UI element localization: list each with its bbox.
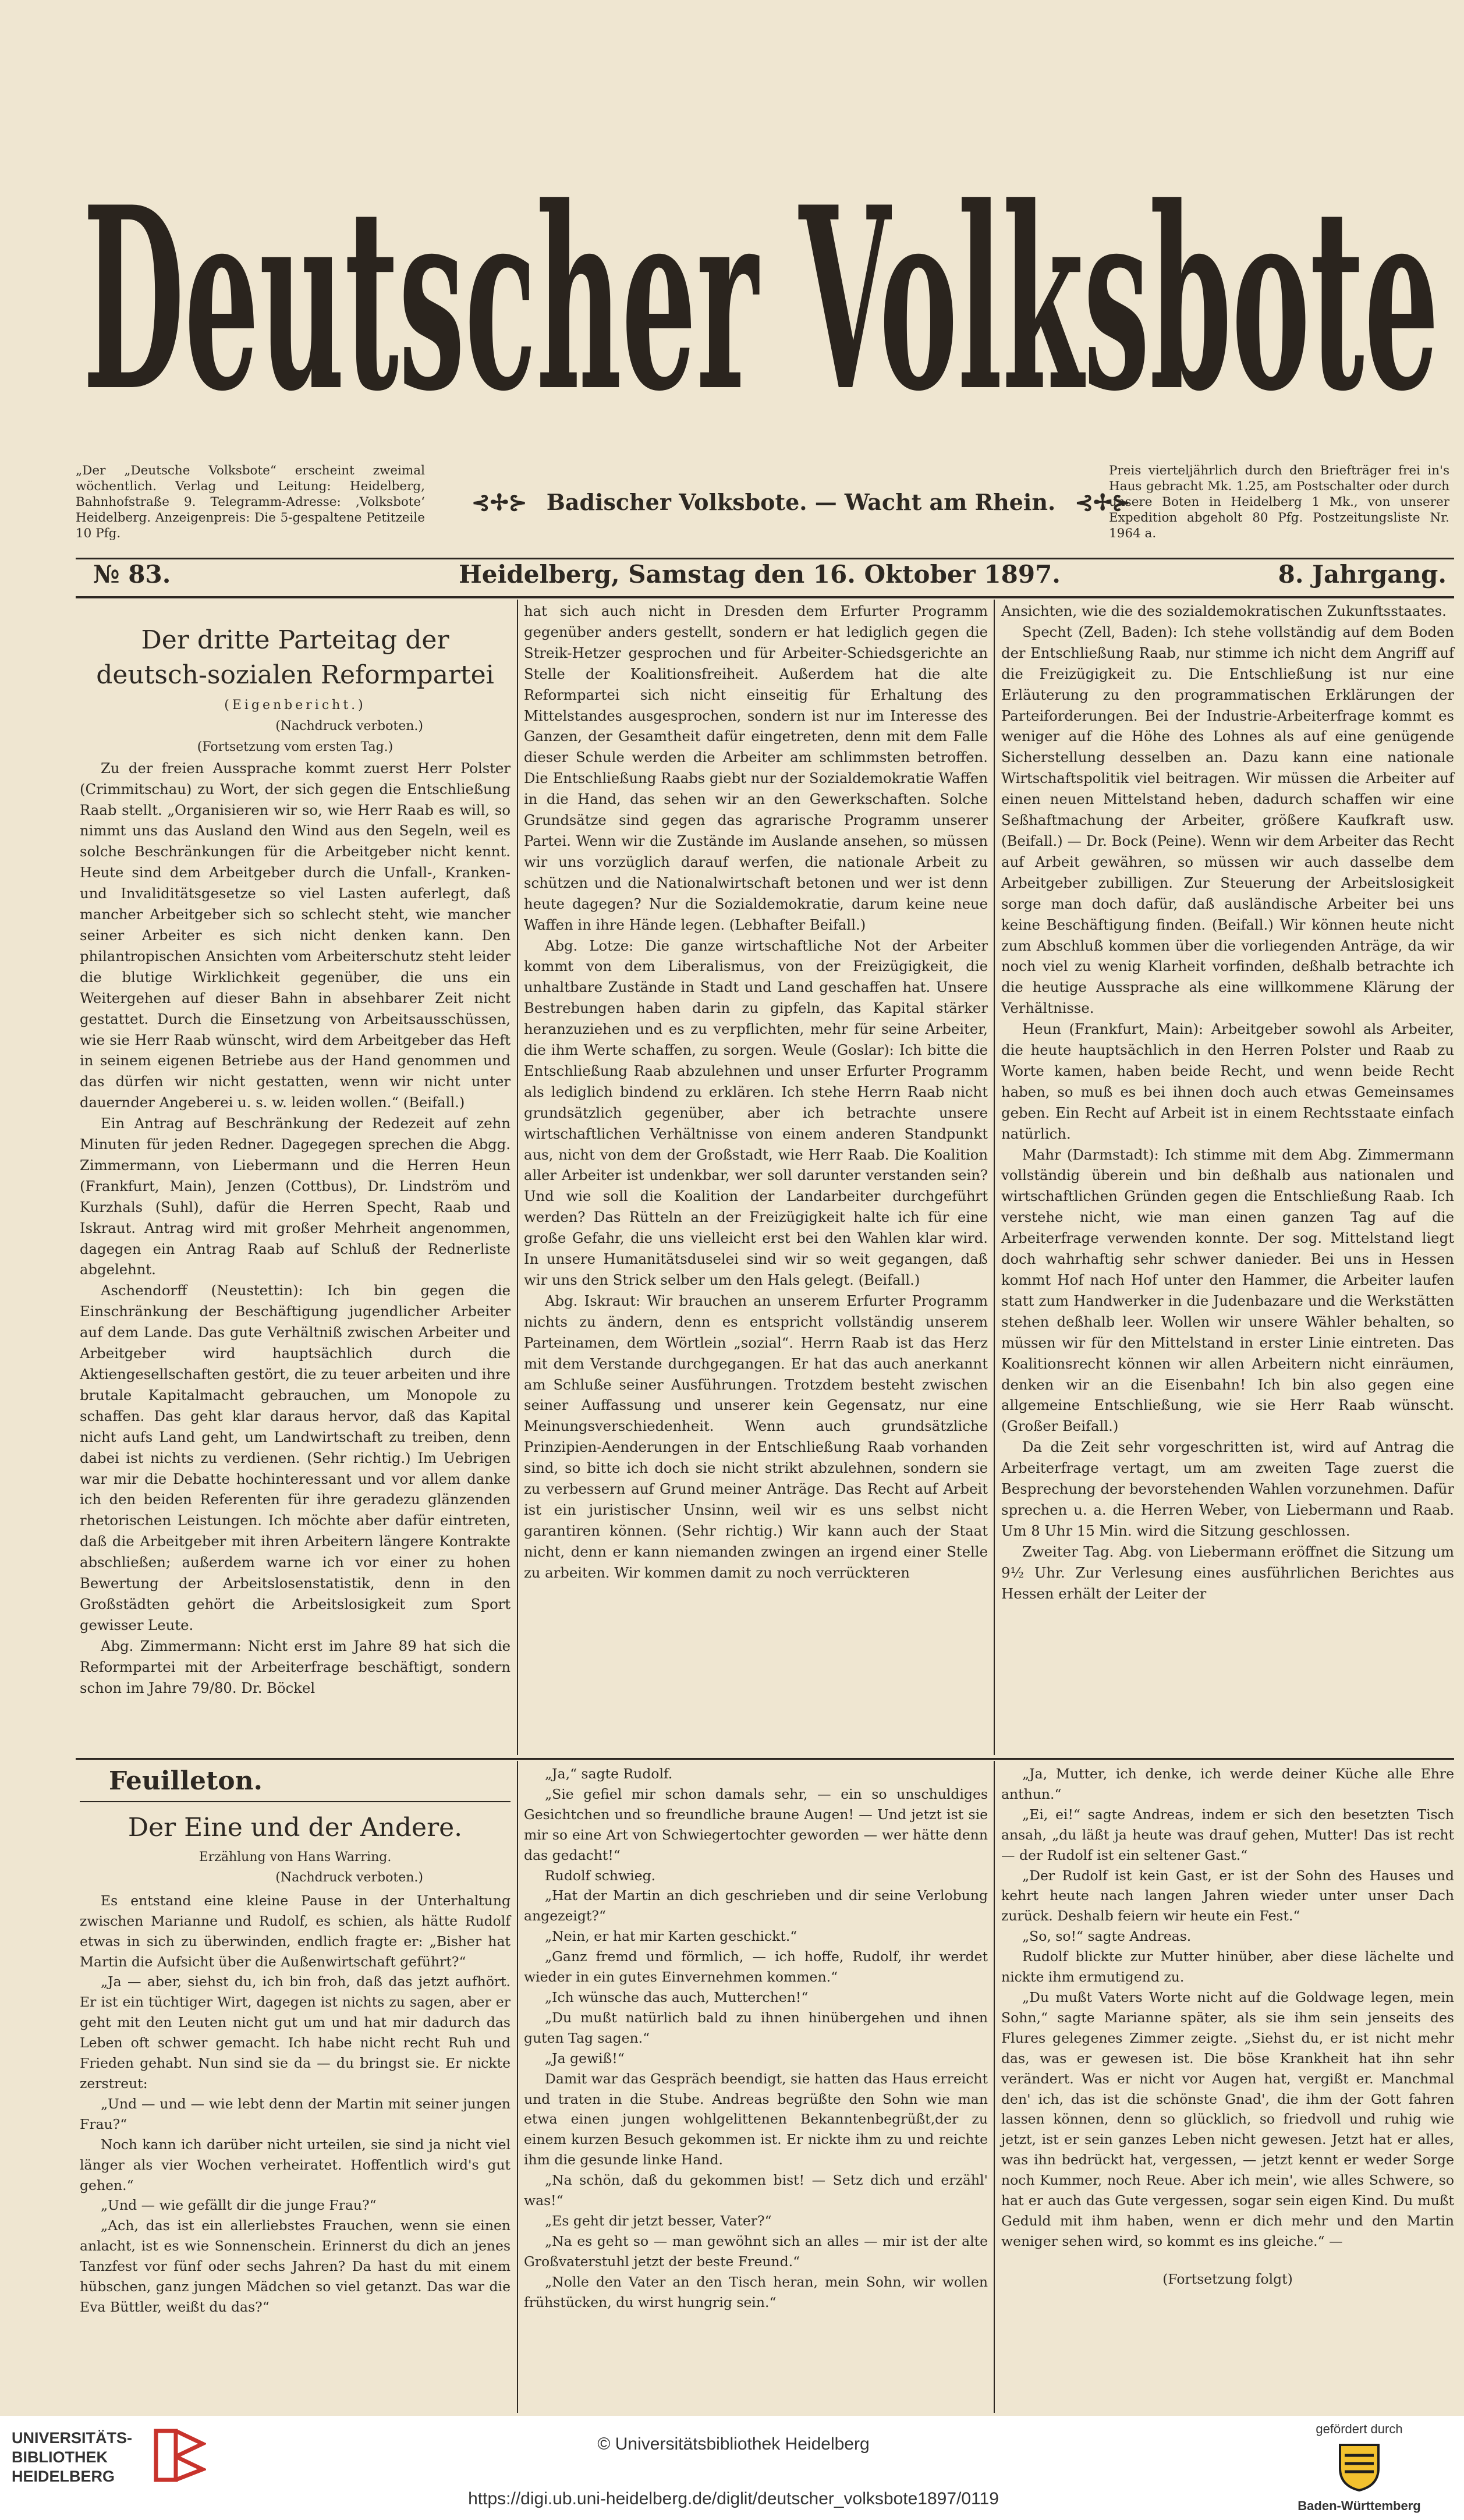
library-logo-icon xyxy=(153,2426,206,2484)
article-column-1 xyxy=(80,611,511,1699)
article-paragraph: Mahr (Darmstadt): Ich stimme mit dem Abg. Zimmermann vollständig überein und bin deßhalb aus nationalen und wirtschaftlichen Gründen gegen die Entschließung Raab. Ich verstehe nicht, wie man einen ganzen Tag auf die Arbeiterfrage verwenden konnte. Der sog. Mittelstand liegt doch wahrhaftig sehr schwer danieder. Bei uns in Hessen kommt Hof nach Hof unter den Hammer, die Arbeiter laufen statt zum Handwerker in die Judenbazare und die Werkstätten stehen deßhalb leer. Wollen wir unsere Wähler behalten, so müssen wir für den Mittelstand in erster Linie eintreten. Das Koalitionsrecht können wir allen Arbeitern nicht einräumen, denken wir an die Eisenbahn! Ich bin also gegen eine allgemeine Entschließung, wie sie Herr Raab wünscht. (Großer Beifall.) xyxy=(1001,1146,1454,1435)
column-divider xyxy=(517,600,518,1755)
article-paragraph: Abg. Lotze: Die ganze wirtschaftliche Not der Arbeiter kommt von dem Liberalismus, von der Freizügigkeit, die unhaltbare Zustände in Stadt und Land geschaffen hat. Unsere Bestrebungen haben darin zu gipfeln, das Kapital stärker heranzuziehen und es zu verpflichten, mehr für seine Arbeiter, die ihm Werte schaffen, zu sorgen. Weule (Goslar): Ich bitte die Entschließung Raab abzulehnen und unser Erfurter Programm als lediglich bindend zu erklären. Ich stehe Herrn Raab nicht grundsätzlich gegenüber, aber ich betrachte unsere wirtschaftlichen Verhältnisse von einem anderen Standpunkt aus, nicht von dem der Großstadt, wie Herr Raab. Die Koalition aller Arbeiter ist undenkbar, wer soll darunter verstanden sein? Und wie soll die Koalition der Landarbeiter durchgeführt werden? Das Rütteln an der Freizügigkeit halte ich für eine große Gefahr, die uns vielleicht erst bei den Wahlen klar wird. In unsere Humanitätsduselei sind wir so weit gegangen, daß wir uns den Strick selber um den Hals gelegt. (Beifall.) xyxy=(524,937,988,1288)
article-no-reprint: (Nachdruck verboten.) xyxy=(275,718,423,733)
feuilleton-paragraph: „Du mußt natürlich bald zu ihnen hinübergehen und ihnen guten Tag sagen.“ xyxy=(524,2009,988,2046)
column-divider xyxy=(994,1761,995,2413)
column-divider xyxy=(517,1761,518,2413)
masthead-left-notice: „Der „Deutsche Volksbote“ erscheint zweimal wöchentlich. Verlag und Leitung: Heidelberg, Bahnhofstraße 9. Telegramm-Adresse: ‚Volksbote‘ Heidelberg. Anzeigenpreis: Die 5-gespaltene Petitzeile 10 Pfg. xyxy=(76,463,425,541)
feuilleton-paragraph: „Sie gefiel mir schon damals sehr, — ein so unschuldiges Gesichtchen und so freundliche braune Augen! — Und jetzt ist sie mir so eine Art von Schwiegertochter geworden — wer hätte denn das gedacht!“ xyxy=(524,1785,988,1863)
feuilleton-paragraph: „So, so!“ sagte Andreas. xyxy=(1022,1928,1192,1945)
masthead-subtitle: Badischer Volksbote. — Wacht am Rhein. xyxy=(546,489,1056,515)
article-paragraph: Specht (Zell, Baden): Ich stehe vollständig auf dem Boden der Entschließung Raab, nur stimme ich nicht dem Angriff auf die Freizügigkeit zu. Die Entschließung ist nur eine Erläuterung zu den programmatischen Erklärungen der Parteiforderungen. Bei der Industrie-Arbeiterfrage kommt es weniger auf die Höhe des Lohnes als auf eine genügende Sicherstellung desselben an. Dazu kann eine nationale Wirtschaftspolitik viel beitragen. Wir müssen die Arbeiter auf einen neuen Mittelstand heben, dadurch schaffen wir eine Seßhaftmachung der Arbeiter, größere Kaufkraft usw. (Beifall.) — Dr. Bock (Peine). Wenn wir dem Arbeiter das Recht auf Arbeit gewähren, so müssen wir auch dasselbe dem Arbeitgeber zubilligen. Zur Steuerung der Arbeitslosigkeit sorge man doch dafür, daß ausländische Arbeiter bei uns keine Beschäftigung finden. (Beifall.) Wir können heute nicht zum Abschluß kommen über die vorliegenden Anträge, da wir noch viel zu wenig Klarheit vorfinden, deßhalb betrachte ich die heutige Aussprache als eine willkommene Klärung der Verhältnisse. xyxy=(1001,623,1454,1017)
feuilleton-separator-rule xyxy=(76,1758,1454,1760)
article-paragraph: Aschendorff (Neustettin): Ich bin gegen die Einschränkung der Beschäftigung jugendlicher Arbeiter auf dem Lande. Das gute Verhältniß zwischen Arbeiter und Arbeitgeber wird hauptsächlich durch die Aktiengesellschaften gestört, die zu teuer arbeiten und ihre brutale Kapitalmacht gebrauchen, um Monopole zu schaffen. Das geht klar daraus hervor, daß das Kapital nicht aufs Land geht, um Landwirtschaft zu treiben, denn dabei ist nichts zu verdienen. (Sehr richtig.) Im Uebrigen war mir die Debatte hochinteressant und vor allem danke ich den beiden Referenten für ihre geradezu glänzenden rhetorischen Leistungen. Ich möchte aber dafür eintreten, daß die Arbeitgeber mit ihren Arbeitern längere Kontrakte abschließen; außerdem warne ich vor einer zu hohen Bewertung der Arbeitslosenstatistik, denn in den Großstädten gehört die Arbeitslosigkeit zum Sport gewisser Leute. xyxy=(80,1282,511,1633)
article-column-2 xyxy=(524,601,988,1583)
feuilleton-paragraph: „Ja gewiß!“ xyxy=(545,2050,625,2067)
feuilleton-byline: Erzählung von Hans Warring. xyxy=(198,1850,392,1865)
ornament-left-icon: ⊰✢⊱ xyxy=(472,489,527,515)
article-paragraph: Abg. Iskraut: Wir brauchen an unserem Erfurter Programm nichts zu ändern, denn es entspricht vollständig unserem Parteinamen, dem Wörtlein „sozial“. Herrn Raab ist das Herz mit dem Verstande durchgegangen. Er hat das auch anerkannt am Schluße seiner Ausführungen. Trotzdem besteht zwischen seiner Auffassung und unserer kein Gegensatz, nur eine Meinungsverschiedenheit. Wenn auch grundsätzliche Prinzipien-Aenderungen in der Entschließung Raab vorhanden sind, so bitte ich doch sie nicht strikt abzulehnen, sondern sie zu verbessern auf Grund meiner Anträge. Das Recht auf Arbeit ist ein juristischer Unsinn, weil wir es uns selbst nicht garantiren können. (Sehr richtig.) Wir kann auch der Staat nicht, denn er kann niemanden zwingen an irgend einer Stelle zu arbeiten. Wir kommen damit zu noch verrückteren xyxy=(524,1292,988,1581)
masthead-rule-top xyxy=(76,558,1454,559)
feuilleton-paragraph: „Nolle den Vater an den Tisch heran, mein Sohn, wir wollen frühstücken, du wirst hungrig sein.“ xyxy=(524,2273,988,2310)
feuilleton-paragraph: Noch kann ich darüber nicht urteilen, sie sind ja nicht viel länger als vier Wochen verheiratet. Hoffentlich wird's gut gehen.“ xyxy=(80,2136,511,2193)
feuilleton-paragraph: „Nein, er hat mir Karten geschickt.“ xyxy=(545,1928,797,1945)
feuilleton-column-2 xyxy=(524,1764,988,2312)
feuilleton-continuation: (Fortsetzung folgt) xyxy=(1162,2270,1293,2287)
feuilleton-paragraph: „Ich wünsche das auch, Mutterchen!“ xyxy=(545,1989,809,2005)
article-paragraph: Abg. Zimmermann: Nicht erst im Jahre 89 hat sich die Reformpartei mit der Arbeiterfrage beschäftigt, sondern schon im Jahre 79/80. Dr. Böckel xyxy=(80,1637,511,1696)
article-paragraph: Heun (Frankfurt, Main): Arbeitgeber sowohl als Arbeiter, die heute hauptsächlich in den Herren Polster und Raab zu Worte kamen, haben beide Recht, und wenn beide Recht haben, so muß es bei ihnen doch auch etwas Gemeinsames geben. Ein Recht auf Arbeit ist in einem Rechtsstaate einfach natürlich. xyxy=(1001,1020,1454,1142)
feuilleton-paragraph: „Ja — aber, siehst du, ich bin froh, daß das jetzt aufhört. Er ist ein tüchtiger Wirt, dagegen ist nichts zu sagen, aber er geht mit den Leuten nicht gut um und hat mir dadurch das Leben oft schwer gemacht. Ich habe nicht recht Ruh und Frieden gehabt. Nun sind sie da — du bringst sie. Er nickte zerstreut: xyxy=(80,1973,511,2092)
feuilleton-paragraph: „Ach, das ist ein allerliebstes Frauchen, wenn sie einen anlacht, ist es wie Sonnenschein. Erinnerst du dich an jenes Tanzfest vor fünf oder sechs Jahren? Da hast du mit einem hübschen, ganz jungen Mädchen so viel getanzt. Das war die Eva Büttler, weißt du das?“ xyxy=(80,2217,511,2315)
library-name: UNIVERSITÄTS- BIBLIOTHEK HEIDELBERG xyxy=(12,2429,133,2485)
feuilleton-paragraph: „Und — wie gefällt dir die junge Frau?“ xyxy=(101,2197,377,2214)
article-column-3 xyxy=(1001,601,1454,1604)
place-date: Heidelberg, Samstag den 16. Oktober 1897. xyxy=(459,560,1061,589)
feuilleton-paragraph: „Und — und — wie lebt denn der Martin mit seiner jungen Frau?“ xyxy=(80,2095,511,2132)
state-coat-of-arms-icon xyxy=(1337,2441,1382,2493)
masthead-subtitle-row xyxy=(472,489,1130,515)
feuilleton-paragraph: „Du mußt Vaters Worte nicht auf die Goldwage legen, mein Sohn,“ sagte Marianne später, als sie ihm sein jenseits des Flures gelegenes Zimmer zeigte. „Siehst du, er ist nicht mehr das, was er gewesen ist. Die böse Krankheit hat ihn sehr verändert. Was er nicht vor Augen hat, vergißt er. Manchmal den' ich, das ist die schönste Gnad', die ihm der Gott fahren lassen können, denn so glücklich, so friedvoll und ruhig wie jetzt, ist er sein ganzes Leben nicht gewesen. Jetzt hat er alles, was ihn bedrückt hat, vergessen, — jetzt kennt er weder Sorge noch Kummer, noch Reue. Aber ich mein', wie alles Schwere, so hat er auch das Gute vergessen, sogar sein eigen Kind. Du mußt Geduld mit ihm haben, wenn er dich mehr und den Martin weniger sehen wird, so kommt es ins gleiche.“ — xyxy=(1001,1989,1454,2249)
feuilleton-column-3 xyxy=(1001,1764,1454,2289)
feuilleton-paragraph: „Ganz fremd und förmlich, — ich hoffe, Rudolf, ihr werdet wieder in ein gutes Einvernehmen kommen.“ xyxy=(524,1948,988,1986)
copyright-notice: © Universitätsbibliothek Heidelberg xyxy=(597,2434,870,2454)
article-paragraph: Zu der freien Aussprache kommt zuerst Herr Polster (Crimmitschau) zu Wort, der sich gegen die Entschließung Raab stellt. „Organisieren wir so, wie Herr Raab es will, so nimmt uns das Ausland den Wind aus den Segeln, weil es solche Beschränkungen für die Arbeitgeber nicht kennt. Heute sind dem Arbeitgeber durch die Unfall-, Kranken- und Invaliditätsgesetze so viel Lasten auferlegt, daß mancher Arbeitgeber sich so schlecht steht, wie mancher seiner Arbeiter es sich nicht denken kann. Den philantropischen Ansichten vom Arbeiterschutz steht leider die blutige Wirklichkeit gegenüber, die uns ein Weitergehen auf dieser Bahn in absehbarer Zeit nicht gestattet. Durch die Einsetzung von Arbeitsausschüssen, wie sie Herr Raab wünscht, wird dem Arbeitgeber das Heft in seinem eigenen Betriebe aus der Hand genommen und das dürfen wir nicht gestatten, wenn wir nicht unter dauernder Angeberei u. s. w. leiden wollen.“ (Beifall.) xyxy=(80,759,511,1111)
funder-name: Baden-Württemberg xyxy=(1298,2498,1421,2513)
feuilleton-paragraph: Es entstand eine kleine Pause in der Unterhaltung zwischen Marianne und Rudolf, es schien, als hätte Rudolf etwas in sich zu überwinden, endlich fragte er: „Bisher hat Martin die Aufsicht über die Außenwirtschaft geführt?“ xyxy=(80,1892,511,1970)
feuilleton-column-1 xyxy=(80,1764,511,2317)
article-paragraph: Zweiter Tag. Abg. von Liebermann eröffnet die Sitzung um 9½ Uhr. Zur Verlesung eines ausführlichen Berichtes aus Hessen erhält der Leiter der xyxy=(1001,1543,1454,1602)
digitization-footer xyxy=(0,2416,1464,2520)
article-continuation: (Fortsetzung vom ersten Tag.) xyxy=(197,739,394,754)
page-url-link[interactable]: https://digi.ub.uni-heidelberg.de/diglit/deutscher_volksbote1897/0119 xyxy=(468,2489,999,2508)
masthead-title: Deutscher Volksbote xyxy=(83,153,1439,416)
feuilleton-paragraph: „Na schön, daß du gekommen bist! — Setz dich und erzähl' was!“ xyxy=(524,2172,988,2209)
masthead-title-svg xyxy=(64,137,1458,416)
feuilleton-paragraph: „Hat der Martin an dich geschrieben und dir seine Verlobung angezeigt?“ xyxy=(524,1887,988,1924)
feuilleton-paragraph: „Es geht dir jetzt besser, Vater?“ xyxy=(545,2212,772,2229)
feuilleton-paragraph: Damit war das Gespräch beendigt, sie hatten das Haus erreicht und traten in die Stube. Andreas begrüßte den Sohn wie man etwa einen jungen wohlgelittenen Bekanntenbegrüßt,der zu einem kurzen Besuch gekommen ist. Er nickte ihm zu und reichte ihm die gesunde linke Hand. xyxy=(524,2070,988,2168)
article-paragraph: Ansichten, wie die des sozialdemokratischen Zukunftsstaates. xyxy=(1001,602,1447,619)
feuilleton-title: Der Eine und der Andere. xyxy=(127,1813,463,1842)
feuilleton-paragraph: „Der Rudolf ist kein Gast, er ist der Sohn des Hauses und kehrt heute nach langen Jahren wieder unter unser Dach zurück. Deshalb feiern wir heute ein Fest.“ xyxy=(1001,1867,1454,1924)
article-paragraph: hat sich auch nicht in Dresden dem Erfurter Programm gegenüber anders gestellt, sondern er hat lediglich gegen die Streik-Hetzer gesprochen und für Arbeiter-Schiedsgerichte an Stelle der Koalitionsfreiheit. Außerdem hat die alte Reformpartei sich nicht einseitig für Erhaltung des Mittelstandes ausgesprochen, sondern ist nur im Interesse des Ganzen, der Gesamtheit dafür eingetreten, denn mit dem Falle dieser Schule werden die Arbeiter am schlimmsten betroffen. Die Entschließung Raabs giebt nur der Sozialdemokratie Waffen in die Hand, das sehen wir an den Gewerkschaften. Solche Grundsätze sind gegen das agrarische Programm unserer Partei. Wenn wir die Zustände im Auslande ansehen, so müssen wir uns vorzüglich darauf werfen, die nationale Arbeit zu schützen und die Nationalwirtschaft betonen und wer ist denn heute dagegen? Nur die Sozialdemokratie, darum keine neue Waffen in ihre Hände legen. (Lebhafter Beifall.) xyxy=(524,602,988,933)
feuilleton-paragraph: Rudolf schwieg. xyxy=(545,1867,656,1884)
feuilleton-heading-rule xyxy=(80,1801,511,1802)
feuilleton-paragraph: „Ei, ei!“ sagte Andreas, indem er sich den besetzten Tisch ansah, „du läßt ja heute was drauf gehen, Mutter! Das ist recht — der Rudolf ist ein seltener Gast.“ xyxy=(1001,1806,1454,1863)
article-title: Der dritte Parteitag der deutsch-sozialen Reformpartei xyxy=(96,625,494,690)
article-paragraph: Da die Zeit sehr vorgeschritten ist, wird auf Antrag die Arbeiterfrage vertagt, um am zweiten Tage zuerst die Besprechung der bevorstehenden Wahlen vorzunehmen. Dafür sprechen u. a. die Herren Weber, von Liebermann und Raab. Um 8 Uhr 15 Min. wird die Sitzung geschlossen. xyxy=(1001,1438,1454,1539)
ornament-right-icon: ⊰✢⊱ xyxy=(1075,489,1130,515)
column-divider xyxy=(994,600,995,1755)
issue-number: № 83. xyxy=(93,560,171,589)
masthead-right-notice: Preis vierteljährlich durch den Briefträger frei in's Haus gebracht Mk. 1.25, am Postschalter oder durch unsere Boten in Heidelberg 1 Mk., von unserer Expedition abgeholt 80 Pfg. Postzeitungsliste Nr. 1964 a. xyxy=(1109,463,1449,541)
volume: 8. Jahrgang. xyxy=(1278,560,1447,589)
feuilleton-paragraph: „Na es geht so — man gewöhnt sich an alles — mir ist der alte Großvaterstuhl jetzt der beste Freund.“ xyxy=(524,2232,988,2270)
masthead-rule-bottom xyxy=(76,596,1454,598)
feuilleton-paragraph: „Ja,“ sagte Rudolf. xyxy=(545,1766,673,1782)
feuilleton-no-reprint: (Nachdruck verboten.) xyxy=(275,1870,423,1885)
funded-by-label: gefördert durch xyxy=(1316,2422,1403,2436)
feuilleton-heading: Feuilleton. xyxy=(109,1766,263,1796)
feuilleton-paragraph: „Ja, Mutter, ich denke, ich werde deiner Küche alle Ehre anthun.“ xyxy=(1001,1766,1454,1802)
feuilleton-paragraph: Rudolf blickte zur Mutter hinüber, aber diese lächelte und nickte ihm ermutigend zu. xyxy=(1001,1948,1454,1986)
article-paragraph: Ein Antrag auf Beschränkung der Redezeit auf zehn Minuten für jeden Redner. Dagegegen sprechen die Abgg. Zimmermann, von Liebermann und die Herren Heun (Frankfurt, Main), Jenzen (Cottbus), Dr. Lindström und Kurzhals (Suhl), dafür die Herren Specht, Raab und Iskraut. Antrag wird mit großer Mehrheit angenommen, dagegen ein Antrag Raab auf Schluß der Rednerliste abgelehnt. xyxy=(80,1115,511,1278)
article-own-report: (Eigenbericht.) xyxy=(224,698,366,713)
